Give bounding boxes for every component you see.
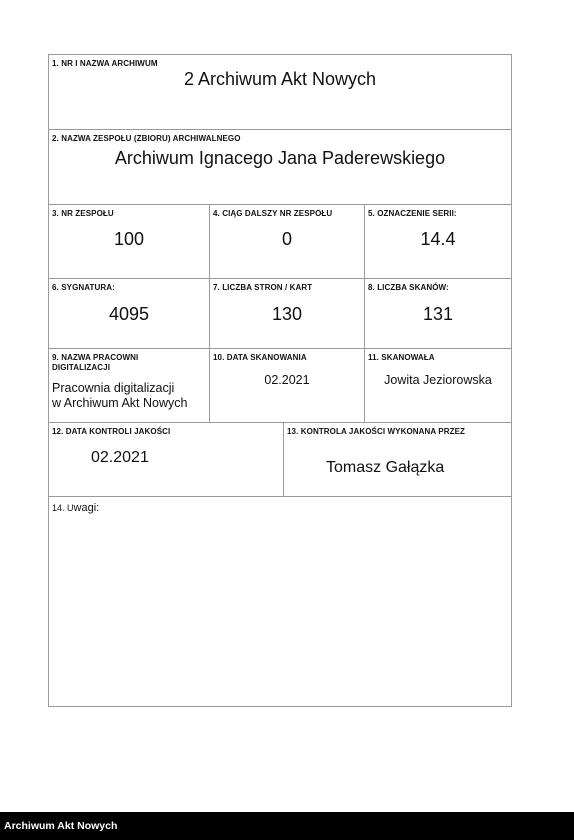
digitization-lab-value-line2: w Archiwum Akt Nowych xyxy=(52,396,188,410)
series-label: 5. OZNACZENIE SERII: xyxy=(368,209,457,218)
scan-date-value: 02.2021 xyxy=(264,373,310,387)
scanned-by-value: Jowita Jeziorowska xyxy=(384,373,492,387)
archive-field xyxy=(49,55,511,130)
signature-label: 6. SYGNATURA: xyxy=(52,283,115,292)
digitization-lab-value-line1: Pracownia digitalizacji xyxy=(52,381,175,395)
scanned-by-label: 11. SKANOWAŁA xyxy=(368,353,435,362)
qc-date-label: 12. DATA KONTROLI JAKOŚCI xyxy=(52,427,171,436)
qc-date-value: 02.2021 xyxy=(91,449,149,466)
digitization-lab-value xyxy=(52,381,187,411)
fonds-name-value: Archiwum Ignacego Jana Paderewskiego xyxy=(114,148,446,168)
signature-field xyxy=(49,279,210,349)
digitization-lab-label xyxy=(52,353,138,373)
fonds-continuation-field xyxy=(210,205,365,279)
series-field xyxy=(365,205,511,279)
fonds-number-field xyxy=(49,205,210,279)
fonds-continuation-value: 0 xyxy=(281,229,292,249)
digitization-lab-label-line1: 9. NAZWA PRACOWNI xyxy=(52,353,139,362)
qc-by-field xyxy=(284,423,511,497)
scans-count-field xyxy=(365,279,511,349)
pages-count-field xyxy=(210,279,365,349)
scan-date-label: 10. DATA SKANOWANIA xyxy=(213,353,307,362)
scans-count-value: 131 xyxy=(422,304,454,324)
remarks-label xyxy=(52,502,99,514)
qc-date-field xyxy=(49,423,284,497)
fonds-name-label: 2. NAZWA ZESPOŁU (ZBIORU) ARCHIWALNEGO xyxy=(52,134,241,143)
qc-by-label: 13. KONTROLA JAKOŚCI WYKONANA PRZEZ xyxy=(287,427,466,436)
archive-label: 1. NR I NAZWA ARCHIWUM xyxy=(52,59,158,68)
qc-by-value: Tomasz Gałązka xyxy=(326,459,445,476)
footer-bar xyxy=(0,812,574,840)
scans-count-label: 8. LICZBA SKANÓW: xyxy=(368,283,449,292)
scanned-by-field xyxy=(365,349,511,423)
footer-text: Archiwum Akt Nowych xyxy=(4,820,118,832)
fonds-number-label: 3. NR ZESPOŁU xyxy=(52,209,114,218)
archive-value: 2 Archiwum Akt Nowych xyxy=(183,69,377,89)
digitization-lab-field xyxy=(49,349,210,423)
pages-count-value: 130 xyxy=(271,304,303,324)
fonds-name-field xyxy=(49,130,511,205)
remarks-label-rest: wagi: xyxy=(73,502,100,514)
pages-count-label: 7. LICZBA STRON / KART xyxy=(213,283,313,292)
fonds-number-value: 100 xyxy=(113,229,145,249)
signature-value: 4095 xyxy=(108,304,150,324)
scan-date-field xyxy=(210,349,365,423)
remarks-field xyxy=(49,497,511,706)
metadata-form xyxy=(48,54,512,707)
remarks-label-prefix: 14. U xyxy=(52,503,74,513)
fonds-continuation-label: 4. CIĄG DALSZY NR ZESPOŁU xyxy=(213,209,333,218)
digitization-lab-label-line2: DIGITALIZACJI xyxy=(52,363,111,372)
series-value: 14.4 xyxy=(420,229,456,249)
